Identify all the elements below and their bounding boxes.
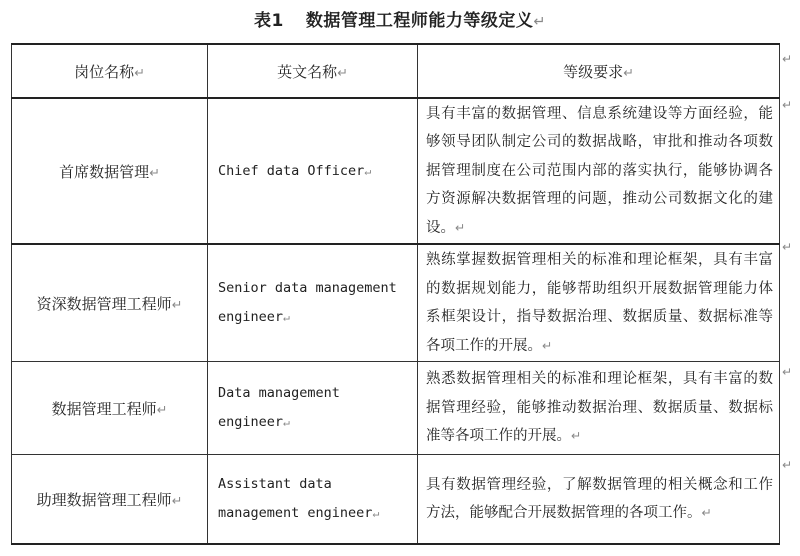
paragraph-mark-icon: ↵ [171, 297, 183, 313]
english-name-cell: Senior data management engineer↵ [208, 244, 418, 362]
header-requirement: 等级要求↵ [418, 44, 780, 98]
paragraph-mark-icon: ↵ [701, 506, 712, 520]
english-name-cell: Chief data Officer↵ [208, 98, 418, 244]
header-english: 英文名称↵ [208, 44, 418, 98]
paragraph-mark-icon: ↵ [283, 310, 290, 324]
position-cell: 首席数据管理↵ [12, 98, 208, 244]
paragraph-mark-icon: ↵ [134, 65, 145, 81]
table-row [12, 244, 780, 362]
paragraph-mark-icon: ↵ [542, 338, 553, 353]
paragraph-mark-icon: ↵ [283, 415, 290, 429]
position-cell: 资深数据管理工程师↵ [12, 244, 208, 362]
table-row [12, 455, 780, 545]
row-end-mark-icon: ↵ [782, 98, 793, 112]
paragraph-mark-icon: ↵ [171, 493, 183, 509]
english-name-cell: Data management engineer↵ [208, 362, 418, 455]
paragraph-mark-icon: ↵ [372, 506, 380, 520]
position-cell: 数据管理工程师↵ [12, 362, 208, 455]
paragraph-mark-icon: ↵ [623, 65, 634, 81]
english-name-cell: Assistant data management engineer↵ [208, 455, 418, 545]
requirement-cell: 熟悉数据管理相关的标准和理论框架，具有丰富的数据管理经验，能够推动数据治理、数据质量、数据标准等各项工作的开展。↵ [418, 362, 780, 455]
row-end-mark-icon: ↵ [782, 240, 793, 254]
table-row [12, 362, 780, 455]
table-number: 表1 [254, 11, 284, 31]
position-cell: 助理数据管理工程师↵ [12, 455, 208, 545]
paragraph-mark-icon: ↵ [337, 65, 348, 81]
paragraph-mark-icon: ↵ [533, 14, 546, 30]
paragraph-mark-icon: ↵ [571, 429, 582, 444]
table-caption [0, 6, 800, 31]
header-row [12, 44, 780, 98]
paragraph-mark-icon: ↵ [364, 163, 372, 178]
table-row [12, 98, 780, 244]
table-title: 数据管理工程师能力等级定义 [305, 11, 534, 31]
row-end-mark-icon: ↵ [782, 52, 793, 66]
competency-table [11, 43, 780, 545]
row-end-mark-icon: ↵ [782, 458, 793, 472]
header-position: 岗位名称↵ [12, 44, 208, 98]
paragraph-mark-icon: ↵ [156, 402, 168, 418]
paragraph-mark-icon: ↵ [149, 165, 160, 181]
requirement-cell: 熟练掌握数据管理相关的标准和理论框架，具有丰富的数据规划能力，能够帮助组织开展数据管理能力体系框架设计，指导数据治理、数据质量、数据标准等各项工作的开展。↵ [418, 244, 780, 362]
requirement-cell: 具有数据管理经验，了解数据管理的相关概念和工作方法，能够配合开展数据管理的各项工作。↵ [418, 455, 780, 545]
requirement-cell: 具有丰富的数据管理、信息系统建设等方面经验，能够领导团队制定公司的数据战略，审批和推动各项数据管理制度在公司范围内部的落实执行，能够协调各方资源解决数据管理的问题，推动公司数据文化的建设。↵ [418, 98, 780, 244]
row-end-mark-icon: ↵ [782, 365, 793, 379]
paragraph-mark-icon: ↵ [455, 220, 466, 235]
